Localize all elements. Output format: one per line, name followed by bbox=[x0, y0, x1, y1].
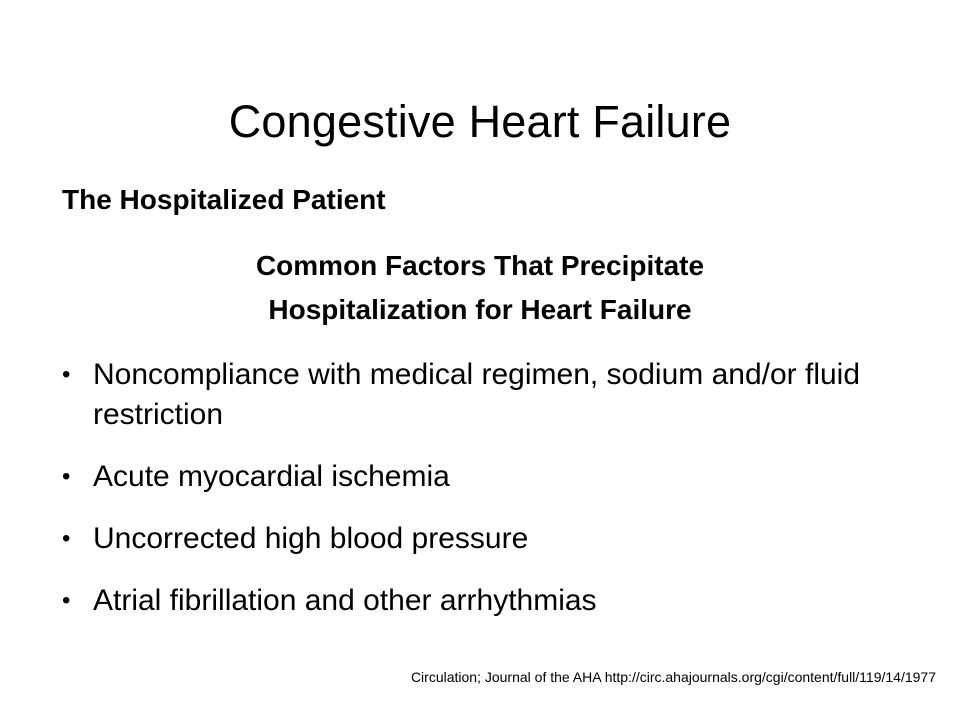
factor-list-item bbox=[62, 581, 922, 621]
factor-text: Atrial fibrillation and other arrhythmias bbox=[93, 584, 597, 617]
factors-heading-line-1: Common Factors That Precipitate bbox=[255, 250, 705, 281]
bullet-icon: • bbox=[62, 463, 71, 490]
precipitating-factors-list bbox=[62, 355, 922, 643]
factor-list-item bbox=[62, 519, 922, 559]
factor-text: Uncorrected high blood pressure bbox=[93, 522, 529, 555]
factor-list-item bbox=[62, 355, 922, 435]
bullet-icon: • bbox=[62, 525, 71, 552]
factors-heading bbox=[140, 244, 820, 332]
journal-citation: Circulation; Journal of the AHA http://circ.ahajournals.org/cgi/content/full/119/14/1977 bbox=[410, 669, 936, 685]
section-subtitle: The Hospitalized Patient bbox=[62, 184, 386, 215]
factors-heading-line-2: Hospitalization for Heart Failure bbox=[268, 294, 692, 325]
factor-list-item bbox=[62, 457, 922, 497]
factor-text: Acute myocardial ischemia bbox=[93, 460, 450, 493]
bullet-icon: • bbox=[62, 587, 71, 614]
factor-text: Noncompliance with medical regimen, sodium and/or fluid restriction bbox=[93, 358, 861, 431]
bullet-icon: • bbox=[62, 361, 71, 388]
slide-title: Congestive Heart Failure bbox=[228, 96, 732, 148]
